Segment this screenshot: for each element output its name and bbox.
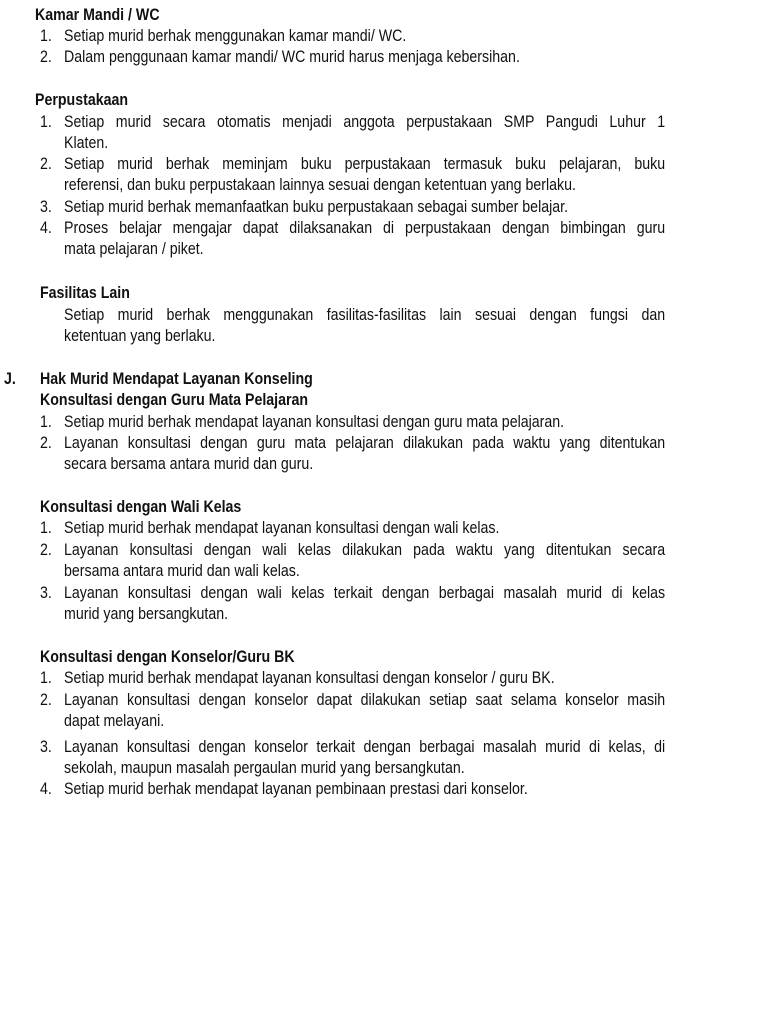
- section-letter: J.: [4, 370, 16, 388]
- section-heading: Hak Murid Mendapat Layanan Konseling: [40, 370, 313, 388]
- heading-guru-mapel: Konsultasi dengan Guru Mata Pelajaran: [40, 391, 309, 409]
- list-item: Layanan konsultasi dengan wali kelas terkait dengan berbagai masalah murid di kelas: [64, 584, 666, 602]
- list-number: 2.: [40, 48, 52, 66]
- list-number: 2.: [40, 155, 52, 173]
- list-item-continuation: Klaten.: [64, 134, 109, 152]
- heading-perpustakaan: Perpustakaan: [35, 91, 129, 109]
- list-item: Setiap murid berhak mendapat layanan konsultasi dengan konselor / guru BK.: [64, 669, 555, 687]
- list-number: 3.: [40, 738, 52, 756]
- list-item-continuation: dapat melayani.: [64, 712, 165, 730]
- paragraph: Setiap murid berhak menggunakan fasilitas-fasilitas lain sesuai dengan fungsi dan: [64, 306, 666, 324]
- list-item: Setiap murid secara otomatis menjadi anggota perpustakaan SMP Pangudi Luhur 1: [64, 113, 666, 131]
- list-number: 2.: [40, 541, 52, 559]
- list-number: 3.: [40, 198, 52, 216]
- list-number: 3.: [40, 584, 52, 602]
- list-item-continuation: referensi, dan buku perpustakaan lainnya sesuai dengan ketentuan yang berlaku.: [64, 176, 576, 194]
- list-number: 1.: [40, 113, 52, 131]
- list-item: Layanan konsultasi dengan wali kelas dilakukan pada waktu yang ditentukan secara: [64, 541, 666, 559]
- list-number: 2.: [40, 691, 52, 709]
- list-number: 1.: [40, 519, 52, 537]
- list-item: Dalam penggunaan kamar mandi/ WC murid harus menjaga kebersihan.: [64, 48, 520, 66]
- list-number: 2.: [40, 434, 52, 452]
- list-item-continuation: secara bersama antara murid dan guru.: [64, 455, 314, 473]
- list-item-continuation: bersama antara murid dan wali kelas.: [64, 562, 300, 580]
- list-number: 1.: [40, 669, 52, 687]
- list-item: Setiap murid berhak mendapat layanan konsultasi dengan wali kelas.: [64, 519, 500, 537]
- list-number: 1.: [40, 413, 52, 431]
- list-item: Setiap murid berhak menggunakan kamar mandi/ WC.: [64, 27, 407, 45]
- list-item: Layanan konsultasi dengan konselor dapat dilakukan setiap saat selama konselor masih: [64, 691, 666, 709]
- list-number: 4.: [40, 219, 52, 237]
- list-item-continuation: sekolah, maupun masalah pergaulan murid yang bersangkutan.: [64, 759, 465, 777]
- list-item-continuation: murid yang bersangkutan.: [64, 605, 229, 623]
- heading-kamar-mandi: Kamar Mandi / WC: [35, 6, 160, 24]
- list-item: Setiap murid berhak memanfaatkan buku perpustakaan sebagai sumber belajar.: [64, 198, 569, 216]
- heading-wali-kelas: Konsultasi dengan Wali Kelas: [40, 498, 242, 516]
- list-item: Setiap murid berhak meminjam buku perpustakaan termasuk buku pelajaran, buku: [64, 155, 666, 173]
- list-number: 1.: [40, 27, 52, 45]
- heading-konselor: Konsultasi dengan Konselor/Guru BK: [40, 648, 295, 666]
- list-item: Proses belajar mengajar dapat dilaksanakan di perpustakaan dengan bimbingan guru: [64, 219, 666, 237]
- list-item: Setiap murid berhak mendapat layanan pembinaan prestasi dari konselor.: [64, 780, 528, 798]
- list-item-continuation: mata pelajaran / piket.: [64, 240, 204, 258]
- list-item: Layanan konsultasi dengan konselor terkait dengan berbagai masalah murid di kelas, di: [64, 738, 666, 756]
- list-number: 4.: [40, 780, 52, 798]
- paragraph-continuation: ketentuan yang berlaku.: [64, 327, 216, 345]
- heading-fasilitas-lain: Fasilitas Lain: [40, 284, 130, 302]
- list-item: Setiap murid berhak mendapat layanan konsultasi dengan guru mata pelajaran.: [64, 413, 565, 431]
- list-item: Layanan konsultasi dengan guru mata pelajaran dilakukan pada waktu yang ditentukan: [64, 434, 666, 452]
